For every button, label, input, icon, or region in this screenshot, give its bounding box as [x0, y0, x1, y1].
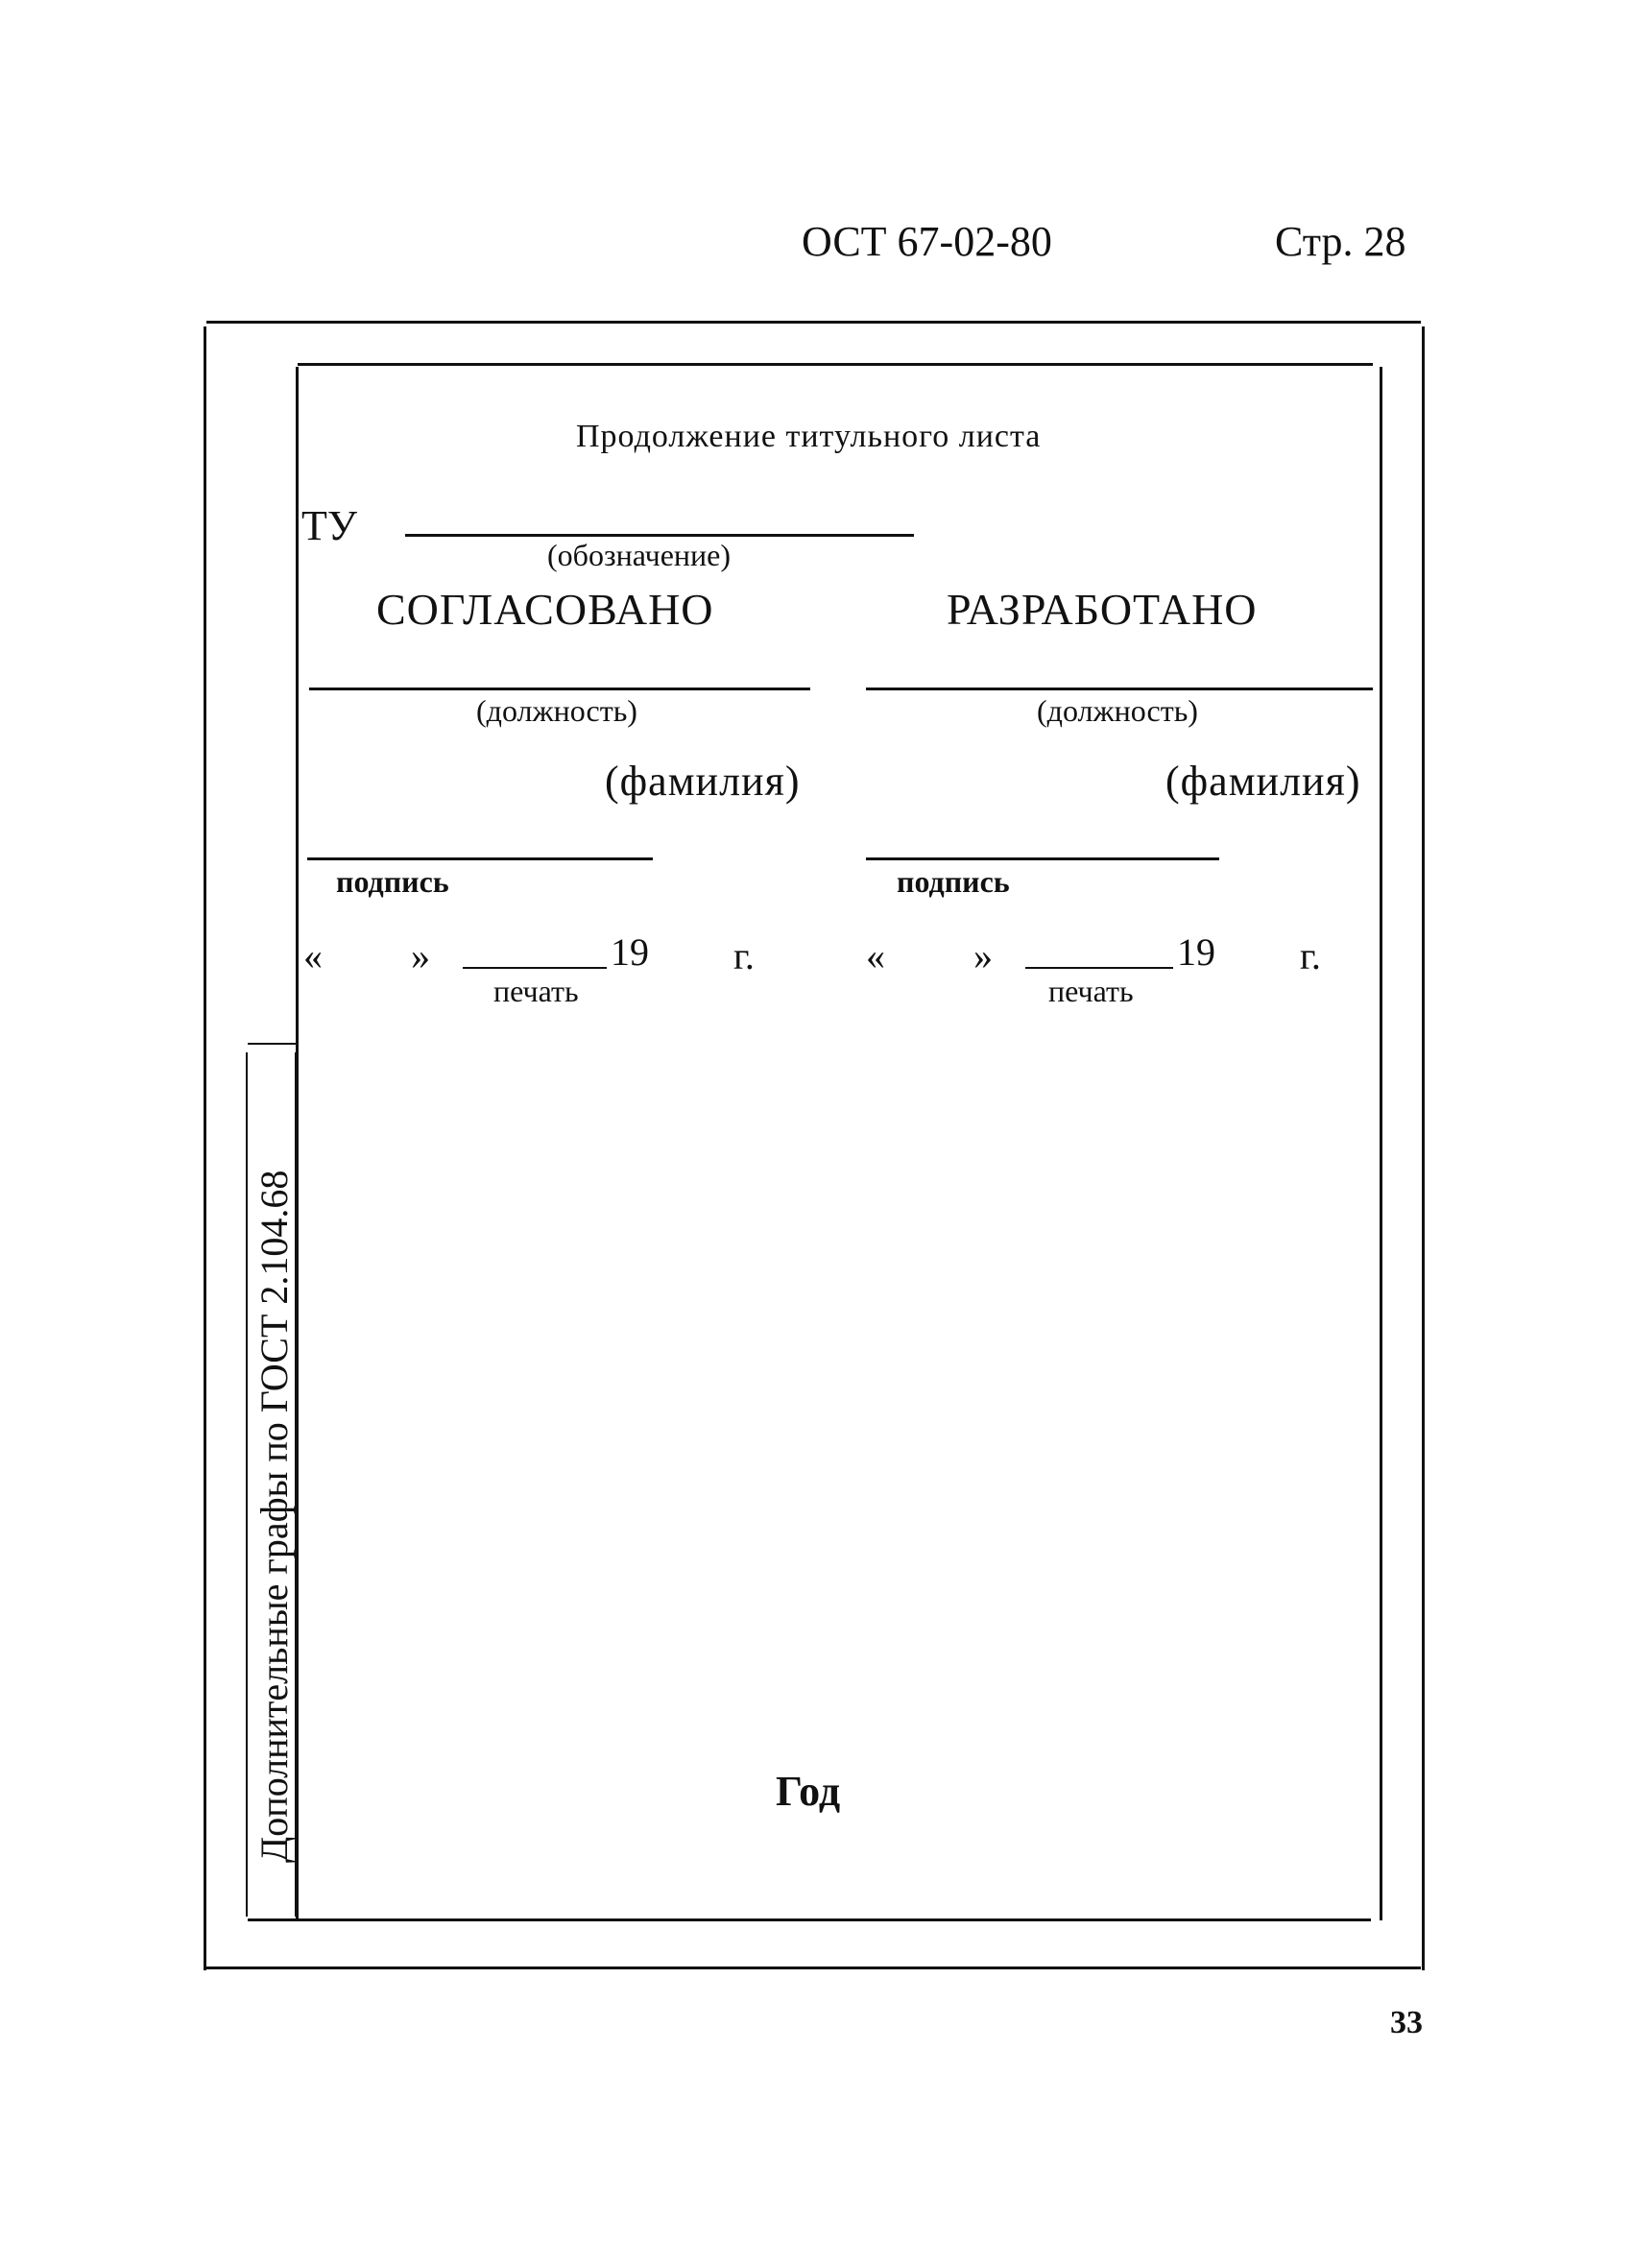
- position-caption: (должность): [1037, 693, 1198, 728]
- month-line: [1025, 967, 1173, 969]
- year-prefix: 19: [1177, 930, 1215, 974]
- approved-heading: СОГЛАСОВАНО: [376, 585, 714, 634]
- sidebar-caption: Дополнительные графы по ГОСТ 2.104.68: [252, 1170, 296, 1863]
- page-label: Стр. 28: [1275, 218, 1406, 265]
- date-quote-close: »: [973, 934, 993, 977]
- developed-heading: РАЗРАБОТАНО: [947, 585, 1258, 634]
- month-line: [463, 967, 607, 969]
- page-number: 33: [1390, 2005, 1423, 2040]
- position-line: [309, 688, 810, 690]
- year-suffix: г.: [733, 934, 755, 977]
- surname-caption: (фамилия): [1165, 758, 1361, 805]
- signature-line: [866, 857, 1219, 860]
- position-line: [866, 688, 1373, 690]
- designation-line: [405, 534, 914, 537]
- year-suffix: г.: [1300, 934, 1321, 977]
- designation-caption: (обозначение): [547, 538, 732, 572]
- year-label: Год: [776, 1768, 841, 1815]
- form-title: Продолжение титульного листа: [576, 419, 1042, 454]
- surname-caption: (фамилия): [605, 758, 801, 805]
- year-prefix: 19: [611, 930, 649, 974]
- signature-line: [307, 857, 653, 860]
- signature-caption: подпись: [336, 864, 449, 899]
- signature-caption: подпись: [897, 864, 1010, 899]
- date-quote-open: «: [866, 934, 885, 977]
- stamp-caption: печать: [1048, 974, 1134, 1008]
- position-caption: (должность): [476, 693, 637, 728]
- stamp-caption: печать: [493, 974, 579, 1008]
- document-code: ОСТ 67-02-80: [802, 218, 1052, 265]
- ty-label: ТУ: [301, 502, 358, 549]
- date-quote-open: «: [303, 934, 323, 977]
- date-quote-close: »: [411, 934, 430, 977]
